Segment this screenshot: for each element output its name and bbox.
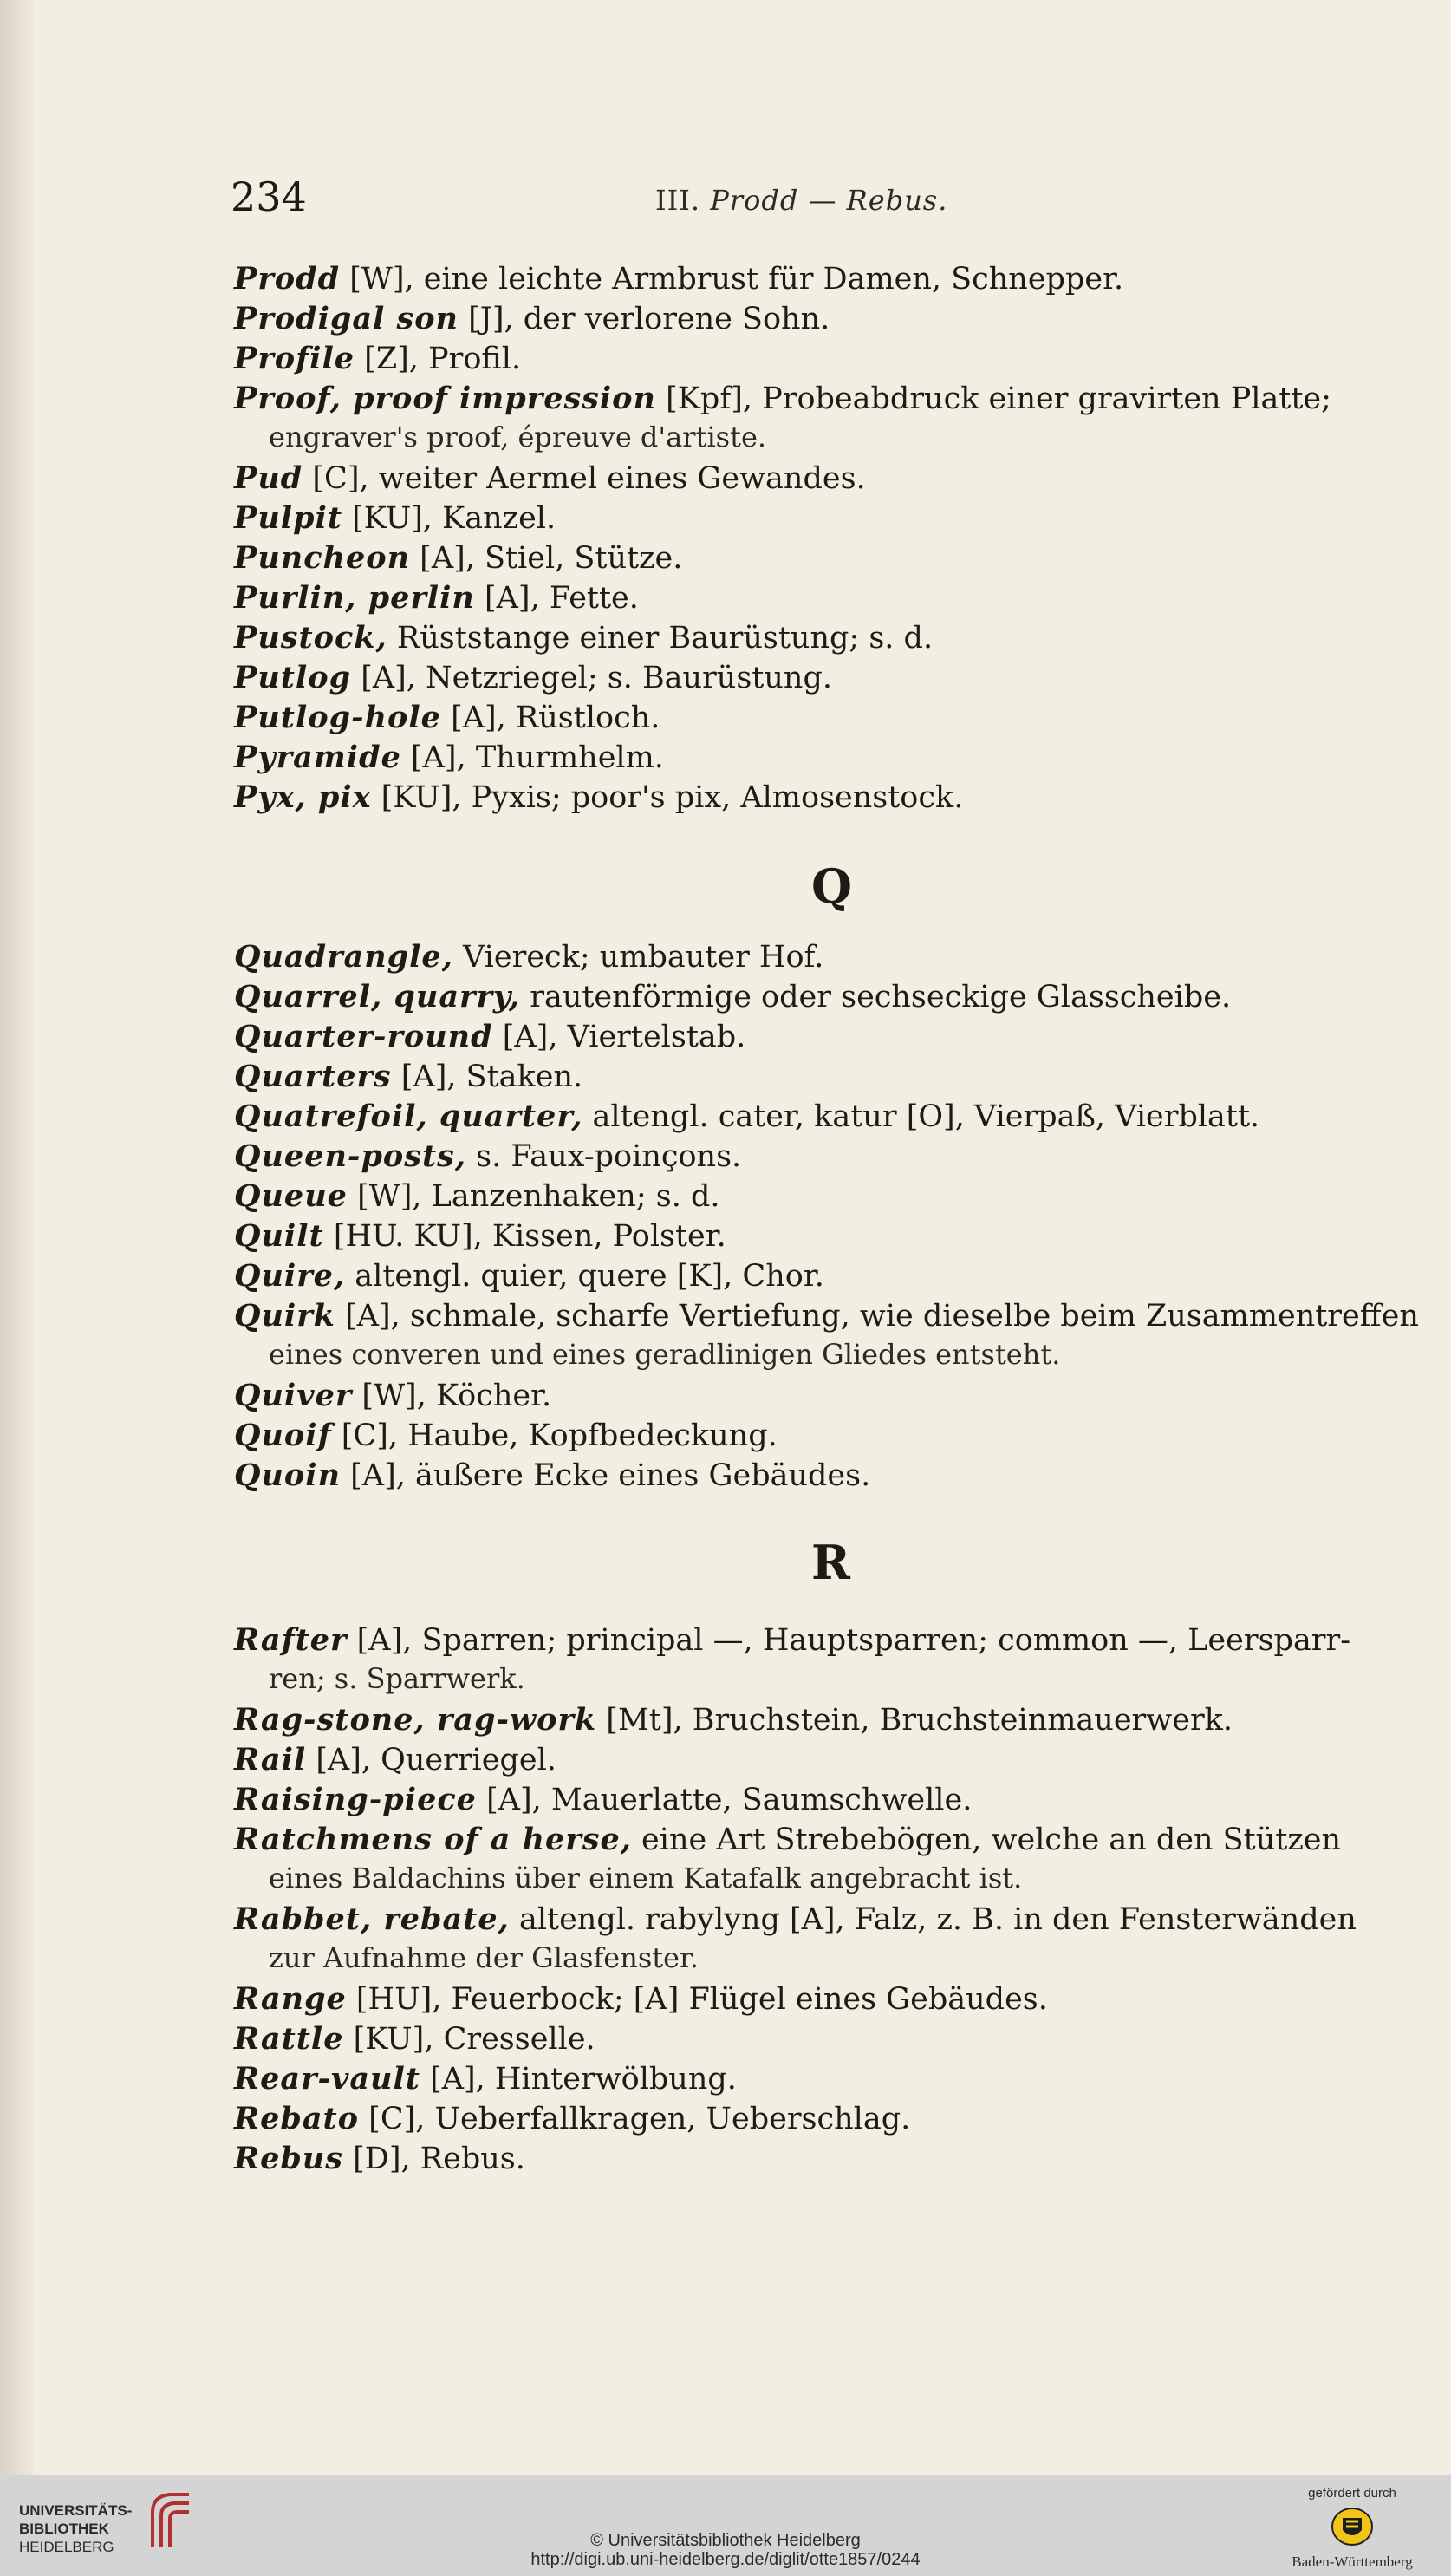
running-head-from: Prodd: [710, 184, 799, 217]
section-letter-r: R: [811, 1535, 850, 1590]
headword: Pud: [234, 460, 303, 496]
entry: [234, 260, 1422, 298]
headword: Queue: [234, 1178, 348, 1214]
definition: [Mt], Bruchstein, Bruchsteinmauerwerk.: [606, 1703, 1233, 1738]
entry: [234, 779, 1422, 817]
definition-continuation: engraver's proof, épreuve d'artiste.: [269, 421, 767, 453]
running-head-to: Rebus.: [846, 184, 948, 217]
entry: [234, 1377, 1422, 1415]
running-head-roman: III.: [655, 184, 701, 217]
entry: [234, 499, 1422, 538]
definition: [A], Querriegel.: [316, 1743, 556, 1777]
headword: Prodigal son: [234, 301, 459, 336]
definition: [A], Hinterwölbung.: [430, 2062, 737, 2097]
entry: [234, 1701, 1422, 1739]
sponsor-label: gefördert durch: [1308, 2486, 1396, 2501]
logo-line: BIBLIOTHEK: [19, 2521, 109, 2537]
headword: Quarter-round: [234, 1019, 493, 1054]
entry: [234, 1821, 1422, 1895]
headword: Rebato: [234, 2101, 360, 2136]
definition: [A], Thurmhelm.: [410, 740, 664, 775]
entry: [234, 1138, 1422, 1176]
entry: [234, 2020, 1422, 2058]
entry: [234, 340, 1422, 378]
entry: [234, 2060, 1422, 2098]
entry: [234, 978, 1422, 1016]
entry: [234, 1018, 1422, 1056]
copyright-text: © Universitätsbibliothek Heidelberg: [590, 2531, 861, 2550]
definition-continuation: eines Baldachins über einem Katafalk angebracht ist.: [269, 1862, 1023, 1895]
definition: rautenförmige oder sechseckige Glasscheibe.: [530, 980, 1232, 1014]
definition: [A], Fette.: [484, 581, 639, 616]
definition: [KU], Kanzel.: [352, 501, 556, 536]
footer-bar: [0, 2475, 1451, 2576]
definition: [A], äußere Ecke eines Gebäudes.: [350, 1458, 871, 1493]
definition-continuation: zur Aufnahme der Glasfenster.: [269, 1941, 699, 1974]
entry: [234, 1457, 1422, 1495]
entry: [234, 1297, 1422, 1371]
headword: Quarters: [234, 1059, 392, 1094]
definition: [A], Staken.: [400, 1060, 583, 1094]
definition-continuation: ren; s. Sparrwerk.: [269, 1662, 525, 1695]
definition: [Kpf], Probeabdruck einer gravirten Platte;: [666, 382, 1331, 416]
headword: Rail: [234, 1742, 307, 1777]
entry: [234, 1257, 1422, 1295]
definition: Rüststange einer Baurüstung; s. d.: [396, 621, 934, 655]
definition: [Z], Profil.: [364, 342, 522, 376]
headword: Putlog: [234, 660, 352, 695]
definition: [W], Lanzenhaken; s. d.: [357, 1179, 720, 1214]
logo-line: UNIVERSITÄTS-: [19, 2502, 133, 2519]
entry: [234, 1217, 1422, 1255]
headword: Quarrel, quarry,: [234, 979, 521, 1014]
headword: Puncheon: [234, 540, 411, 576]
headword: Rattle: [234, 2021, 344, 2057]
definition: altengl. cater, katur [O], Vierpaß, Vierblatt.: [592, 1099, 1260, 1134]
definition: [C], Haube, Kopfbedeckung.: [341, 1418, 778, 1453]
headword: Quirk: [234, 1298, 335, 1334]
entry: [234, 1901, 1422, 1974]
headword: Quadrangle,: [234, 939, 453, 975]
headword: Ratchmens of a herse,: [234, 1822, 632, 1857]
definition: [KU], Cresselle.: [353, 2022, 595, 2057]
definition: [HU. KU], Kissen, Polster.: [333, 1219, 726, 1254]
headword: Quiver: [234, 1378, 353, 1413]
section-letter-q: Q: [811, 858, 853, 914]
definition: [A], Rüstloch.: [451, 701, 660, 735]
headword: Quilt: [234, 1218, 324, 1254]
definition: [W], Köcher.: [361, 1379, 552, 1413]
entry: [234, 1417, 1422, 1455]
coat-of-arms-icon: [1331, 2506, 1374, 2547]
headword: Prodd: [234, 261, 341, 297]
definition: [A], Netzriegel; s. Baurüstung.: [361, 661, 832, 695]
entry: [234, 739, 1422, 777]
headword: Queen-posts,: [234, 1138, 467, 1174]
definition: altengl. rabylyng [A], Falz, z. B. in den Fensterwänden: [518, 1902, 1357, 1937]
definition: [KU], Pyxis; poor's pix, Almosenstock.: [381, 780, 964, 815]
definition: altengl. quier, quere [K], Chor.: [355, 1259, 824, 1294]
definition: [HU], Feuerbock; [A] Flügel eines Gebäudes.: [355, 1982, 1048, 2017]
headword: Profile: [234, 341, 355, 376]
logo-line: HEIDELBERG: [19, 2539, 114, 2555]
definition: [A], Viertelstab.: [502, 1020, 746, 1054]
definition: [W], eine leichte Armbrust für Damen, Schnepper.: [349, 262, 1124, 297]
definition: Viereck; umbauter Hof.: [463, 940, 824, 975]
entry: [234, 619, 1422, 657]
entry: [234, 1980, 1422, 2018]
definition: eine Art Strebebögen, welche an den Stützen: [641, 1823, 1342, 1857]
entry: [234, 699, 1422, 737]
entry: [234, 1741, 1422, 1779]
headword: Pulpit: [234, 500, 342, 536]
headword: Rabbet, rebate,: [234, 1901, 510, 1937]
page-header: [231, 173, 1219, 225]
headword: Quoif: [234, 1418, 332, 1453]
entry: [234, 300, 1422, 338]
entry: [234, 1621, 1422, 1695]
definition-continuation: eines converen und eines geradlinigen Gliedes entsteht.: [269, 1338, 1061, 1371]
headword: Purlin, perlin: [234, 580, 475, 616]
running-head: [655, 184, 947, 217]
footer-citation: [0, 2531, 1451, 2569]
definition: [J], der verlorene Sohn.: [468, 302, 830, 336]
definition: [A], Stiel, Stütze.: [420, 541, 683, 576]
headword: Raising-piece: [234, 1782, 477, 1817]
entry: [234, 1781, 1422, 1819]
entry: [234, 1098, 1422, 1136]
entry: [234, 1058, 1422, 1096]
entry: [234, 380, 1422, 453]
headword: Pustock,: [234, 620, 387, 655]
headword: Quatrefoil, quarter,: [234, 1099, 583, 1134]
headword: Pyx, pix: [234, 779, 372, 815]
definition: [C], Ueberfallkragen, Ueberschlag.: [368, 2102, 911, 2136]
definition: [A], Mauerlatte, Saumschwelle.: [486, 1783, 973, 1817]
page-edge-shadow: [0, 0, 33, 2475]
headword: Rag-stone, rag-work: [234, 1702, 597, 1738]
permalink[interactable]: http://digi.ub.uni-heidelberg.de/diglit/otte1857/0244: [530, 2550, 921, 2569]
headword: Proof, proof impression: [234, 381, 656, 416]
definition: [A], Sparren; principal —, Hauptsparren; common —, Leersparr-: [356, 1623, 1351, 1658]
headword: Putlog-hole: [234, 700, 441, 735]
headword: Range: [234, 1981, 347, 2017]
definition: [C], weiter Aermel eines Gewandes.: [312, 461, 866, 496]
headword: Rafter: [234, 1622, 348, 1658]
page-number: 234: [231, 173, 307, 220]
entry: [234, 938, 1422, 976]
definition: [A], schmale, scharfe Vertiefung, wie dieselbe beim Zusammentreffen: [345, 1299, 1419, 1334]
entry: [234, 539, 1422, 577]
entry: [234, 579, 1422, 617]
entry: [234, 1177, 1422, 1216]
headword: Quire,: [234, 1258, 346, 1294]
sponsor-block: [1267, 2486, 1437, 2573]
running-head-dash: —: [808, 184, 837, 217]
sponsor-name: Baden-Württemberg: [1292, 2553, 1413, 2570]
entry: [234, 2100, 1422, 2138]
entry: [234, 460, 1422, 498]
headword: Quoin: [234, 1458, 342, 1493]
entry: [234, 2140, 1422, 2178]
entry: [234, 659, 1422, 697]
headword: Pyramide: [234, 740, 401, 775]
headword: Rebus: [234, 2141, 343, 2176]
headword: Rear-vault: [234, 2061, 420, 2097]
definition: s. Faux-poinçons.: [476, 1139, 742, 1174]
definition: [D], Rebus.: [353, 2142, 525, 2176]
